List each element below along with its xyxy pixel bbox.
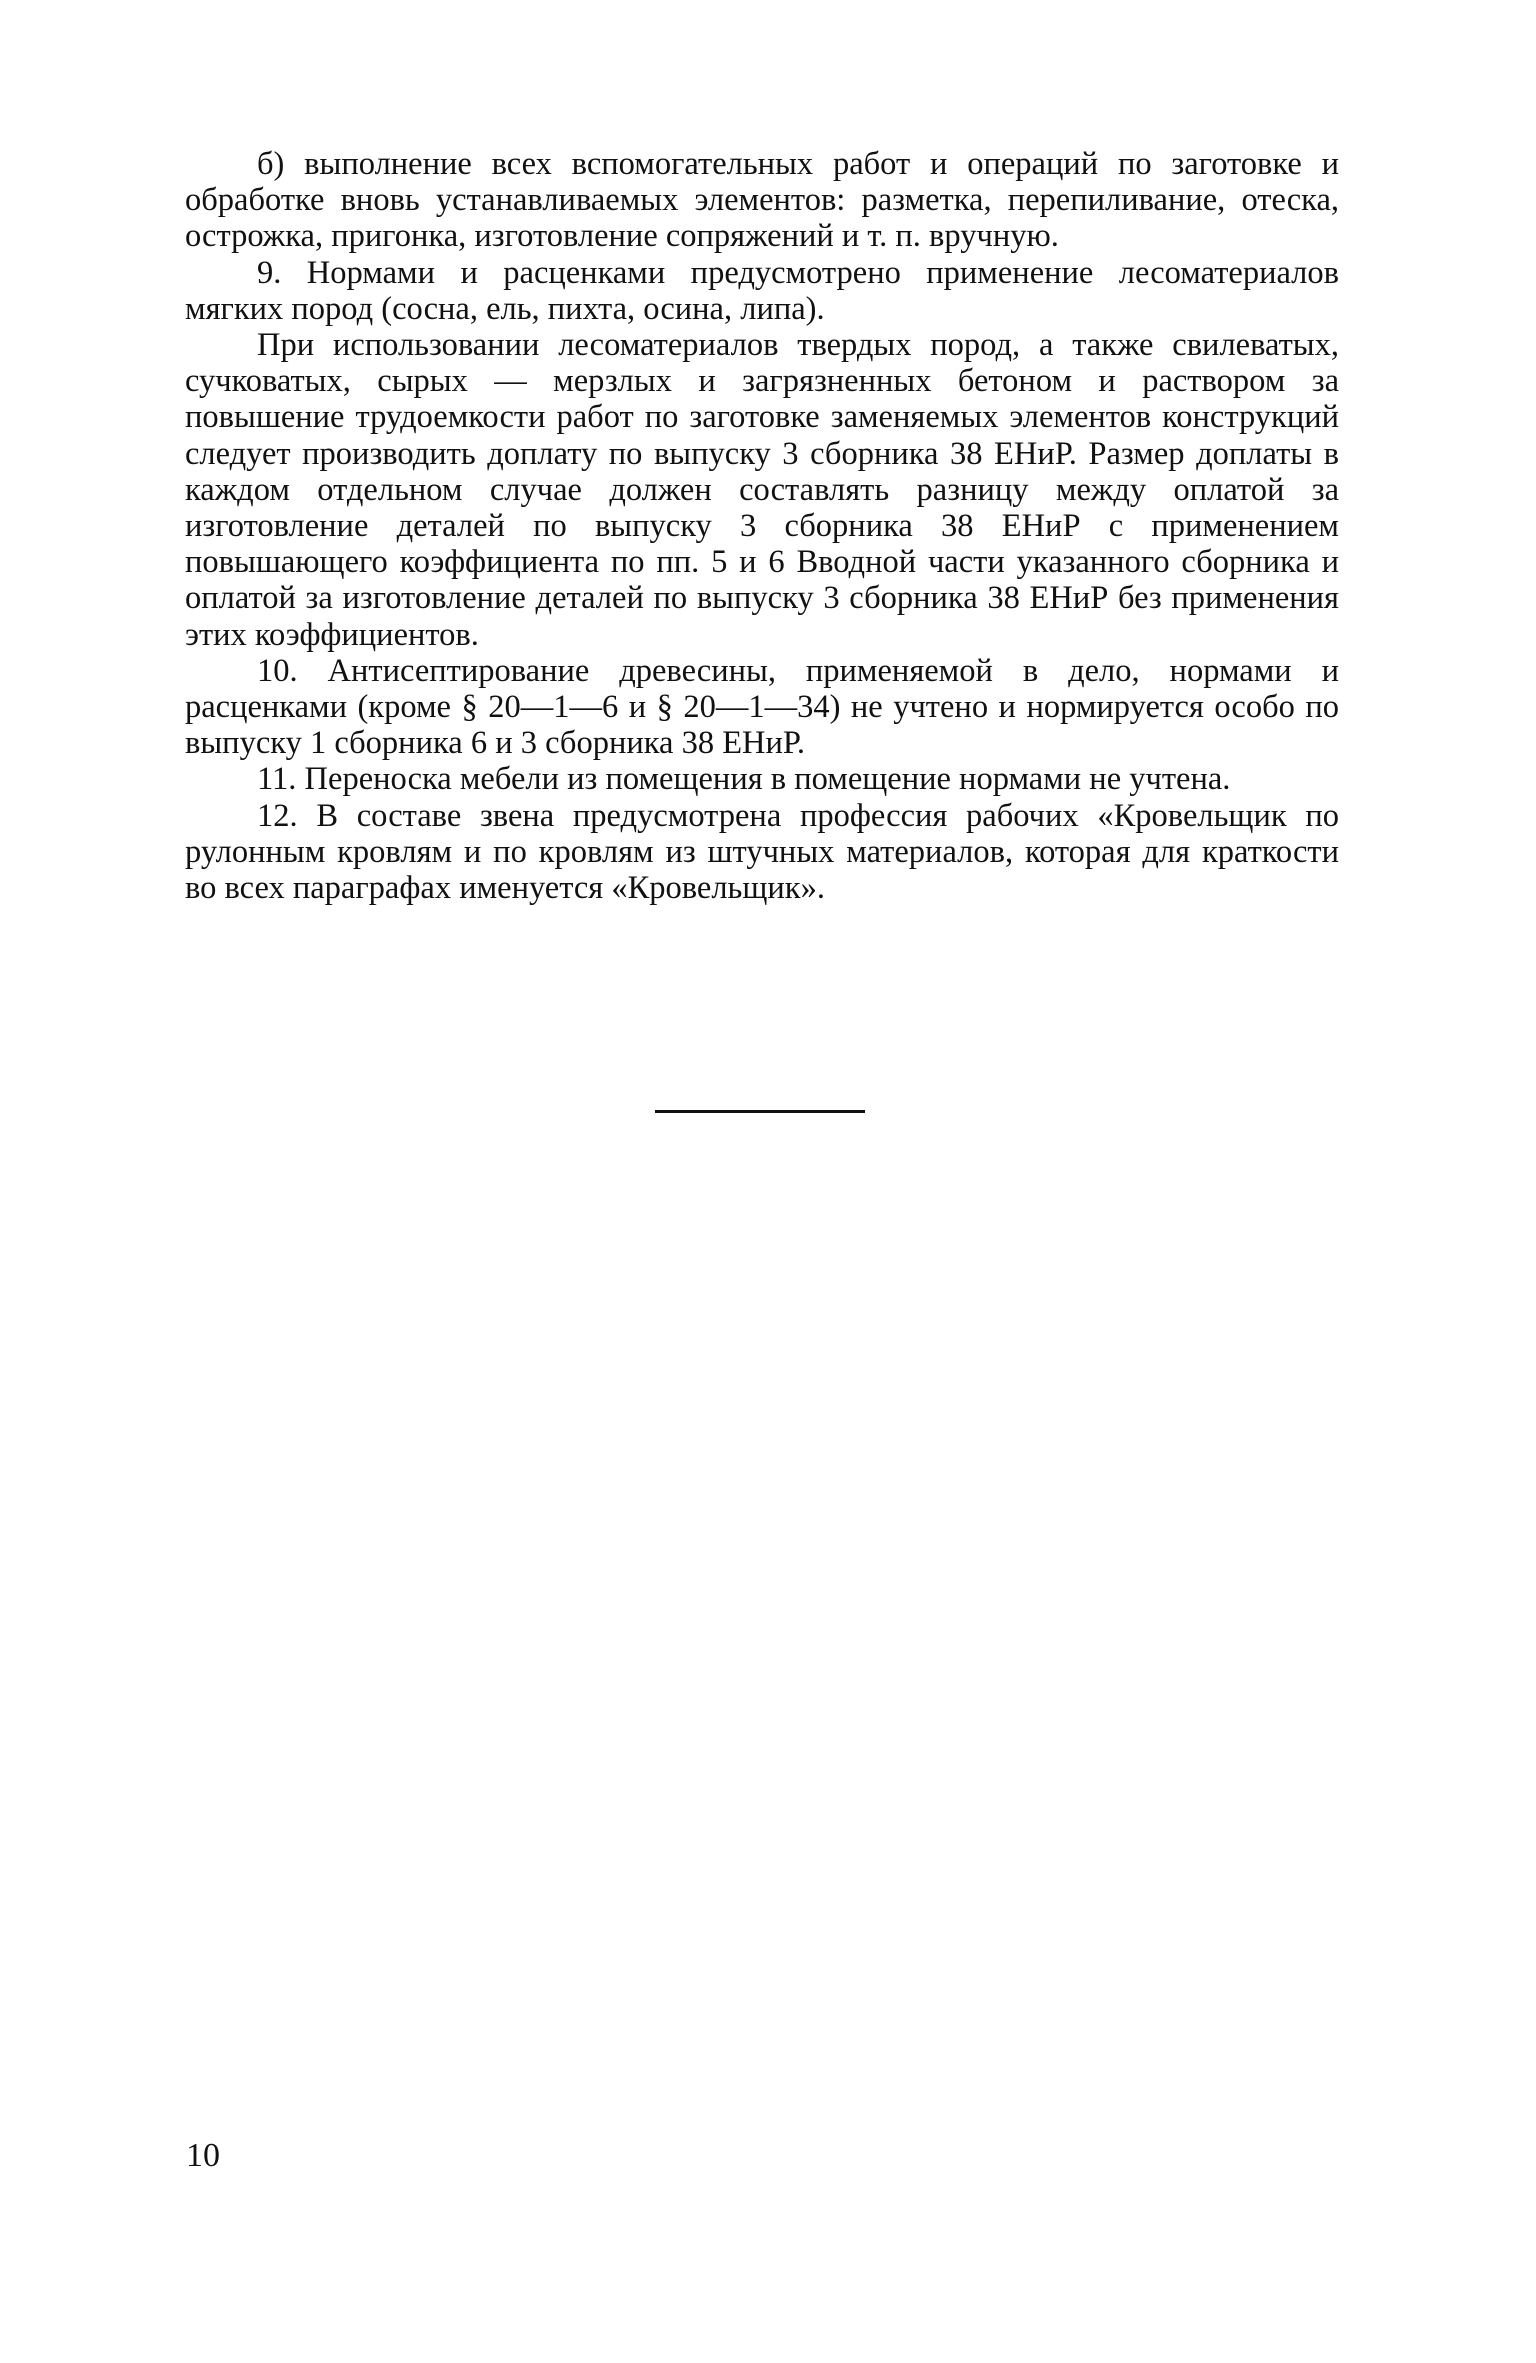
paragraph-10: 10. Антисептирование древесины, применяемой в дело, нормами и расценками (кроме § 20—1—6 и § 20—1—34) не учтено и нормируется особо по выпуску 1 сборника 6 и 3 сборника 38 ЕНиР. [185,652,1339,762]
document-body [185,146,1339,906]
paragraph-hardwood-surcharge: При использовании лесоматериалов твердых пород, а также свилеватых, сучковатых, сырых — мерзлых и загрязненных бетоном и раствором за повышение трудоемкости работ по заготовке заменяемых элементов конструкций следует производить доплату по выпуску 3 сборника 38 ЕНиР. Размер доплаты в каждом отдельном случае должен составлять разницу между оплатой за изготовление деталей по выпуску 3 сборника 38 ЕНиР с применением повышающего коэффициента по пп. 5 и 6 Вводной части указанного сборника и оплатой за изготовление деталей по выпуску 3 сборника 38 ЕНиР без применения этих коэффициентов. [185,327,1339,653]
page-number: 10 [186,2137,220,2174]
paragraph-item-b: б) выполнение всех вспомогательных работ и операций по заготовке и обработке вновь устанавливаемых элементов: разметка, перепиливание, отеска, острожка, пригонка, изготовление сопряжений и т. п. вручную. [185,146,1339,255]
paragraph-12: 12. В составе звена предусмотрена профессия рабочих «Кровельщик по рулонным кровлям и по кровлям из штучных материалов, которая для краткости во всех параграфах именуется «Кровельщик». [185,797,1339,907]
section-end-rule [655,1110,865,1113]
paragraph-9: 9. Нормами и расценками предусмотрено применение лесоматериалов мягких пород (сосна, ель, пихта, осина, липа). [185,254,1339,327]
paragraph-11: 11. Переноска мебели из помещения в помещение нормами не учтена. [257,761,1231,798]
